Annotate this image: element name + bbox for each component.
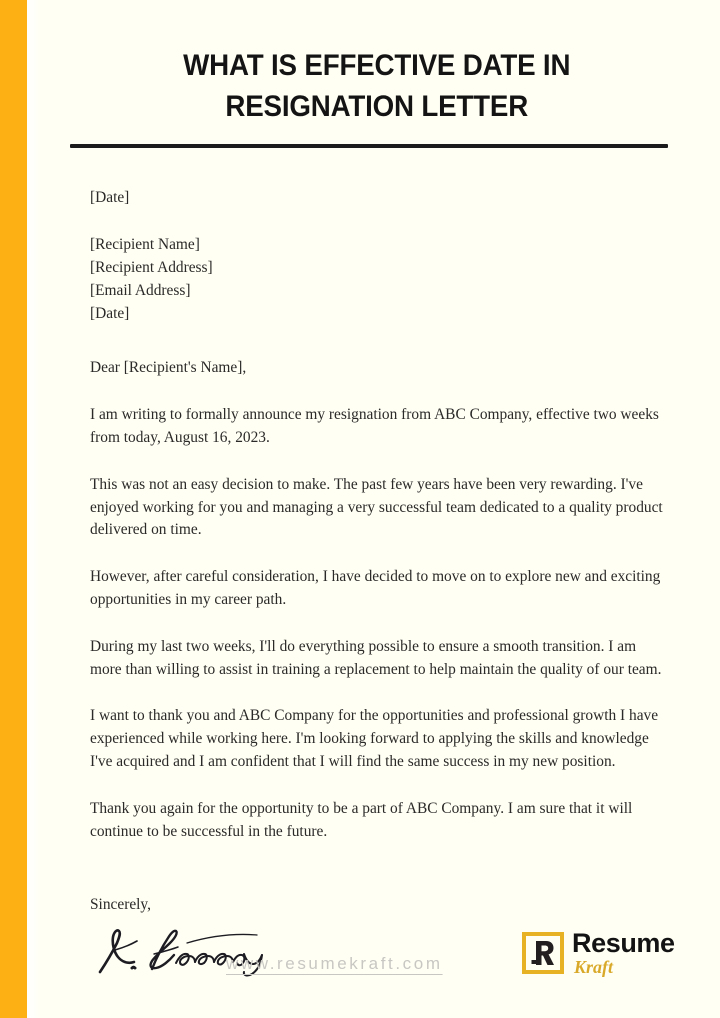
body-paragraph-5: I want to thank you and ABC Company for the opportunities and professional growth I have experienced while working here. I'm looking forward to applying the skills and knowledge I've acquired and I am confident that I will find the same success in my new position. [90, 707, 659, 770]
brand-name-secondary: Kraft [574, 957, 614, 977]
page-footer [41, 922, 720, 1018]
letter-date: [Date] [90, 189, 130, 207]
letter-body [41, 187, 720, 979]
brand-wordmark [572, 930, 675, 976]
body-paragraph-6: Thank you again for the opportunity to be a part of ABC Company. I am sure that it will continue to be successful in the future. [90, 799, 633, 840]
page-title-line-2: RESIGNATION LETTER [225, 89, 529, 123]
page-title-line-1: WHAT IS EFFECTIVE DATE IN [183, 49, 571, 82]
recipient-address: [Recipient Address] [90, 259, 213, 276]
page-title [61, 46, 699, 127]
letter-sheet [41, 0, 720, 1018]
recipient-date: [Date] [90, 304, 130, 322]
salutation: Dear [Recipient's Name], [90, 359, 247, 377]
page-gutter [27, 0, 41, 1018]
title-divider [70, 144, 668, 148]
body-paragraph-3: However, after careful consideration, I have decided to move on to explore new and exciting opportunities in my career path. [90, 568, 661, 608]
body-paragraph-2: This was not an easy decision to make. The past few years have been very rewarding. I've enjoyed working for you and managing a very successful team dedicated to a quality product delivered on time. [90, 475, 663, 539]
closing-salutation: Sincerely, [90, 896, 151, 914]
recipient-block [90, 234, 668, 325]
website-url-link[interactable]: www.resumekraft.com [226, 954, 443, 973]
body-paragraph-1: I am writing to formally announce my resignation from ABC Company, effective two weeks from today, August 16, 2023. [90, 406, 659, 446]
recipient-email: [Email Address] [90, 281, 191, 299]
brand-name-primary: Resume [572, 928, 675, 958]
brand-mark-icon [522, 932, 564, 974]
body-paragraph-4: During my last two weeks, I'll do everything possible to ensure a smooth transition. I am more than willing to assist in training a replacement to help maintain the quality of our team. [90, 637, 662, 678]
recipient-name: [Recipient Name] [90, 236, 200, 254]
title-block [41, 0, 720, 148]
left-accent-bar [0, 0, 27, 1018]
resumekraft-logo [522, 930, 675, 976]
